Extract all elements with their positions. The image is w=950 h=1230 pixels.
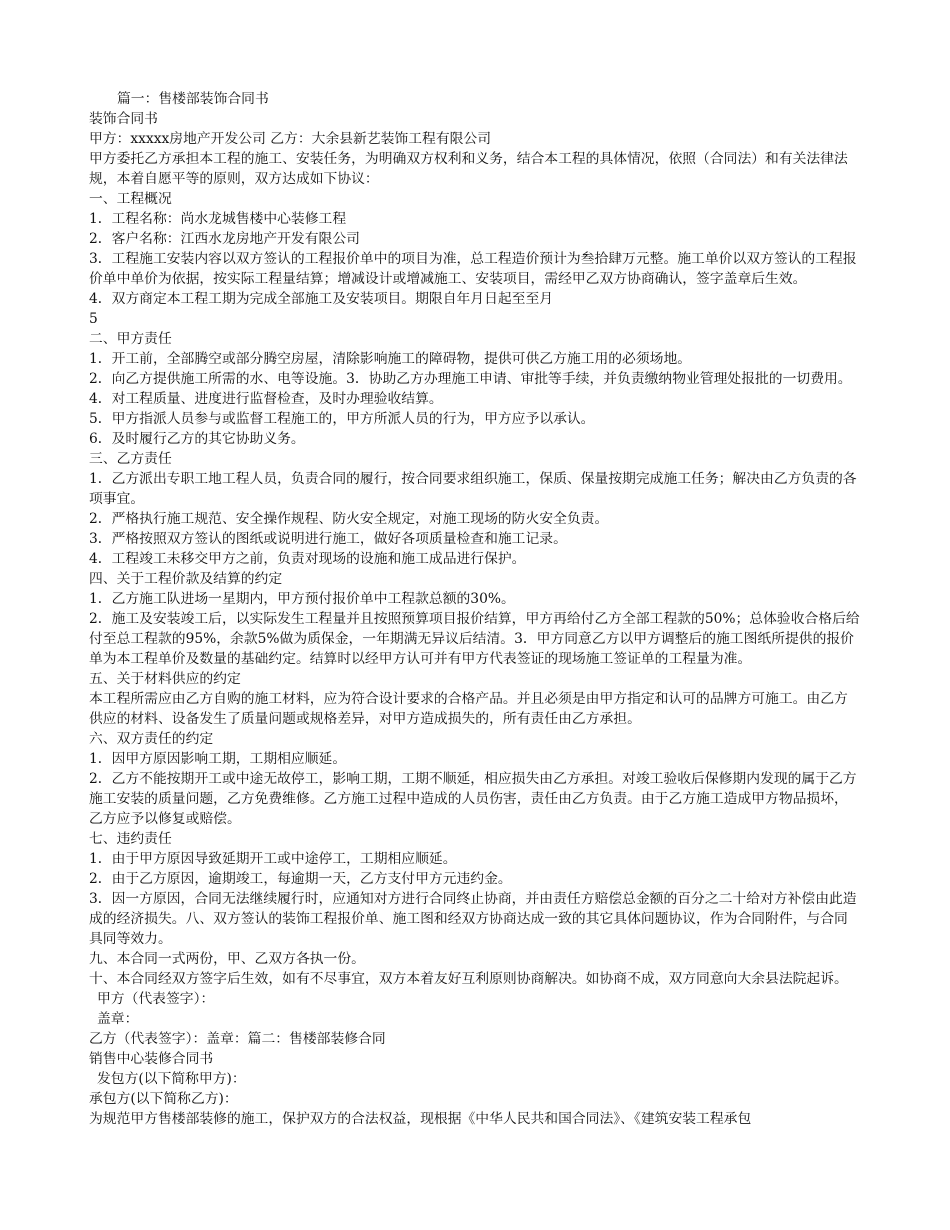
clause: 6．及时履行乙方的其它协助义务。 bbox=[89, 431, 305, 447]
contractee-line: 承包方(以下简称乙方)： bbox=[89, 1091, 238, 1107]
signature-party-b: 乙方（代表签字）：盖章：篇二：售楼部装修合同 bbox=[89, 1031, 386, 1047]
section-heading: 一、工程概况 bbox=[89, 191, 172, 207]
clause: 2．由于乙方原因，逾期竣工，每逾期一天，乙方支付甲方元违约金。 bbox=[89, 871, 512, 887]
clause: 3．严格按照双方签认的图纸或说明进行施工，做好各项质量检查和施工记录。 bbox=[89, 531, 567, 547]
section-heading: 十、本合同经双方签字后生效，如有不尽事宜，双方本着友好互利原则协商解决。如协商不成，双方同意向大余县法院起诉。 bbox=[89, 971, 848, 987]
clause: 1．因甲方原因影响工期，工期相应顺延。 bbox=[89, 751, 347, 767]
clause: 1．乙方派出专职工地工程人员，负责合同的履行，按合同要求组织施工，保质、保量按期完成施工任务；解决由乙方负责的各项事宜。 bbox=[89, 471, 857, 507]
document-title: 销售中心装修合同书 bbox=[89, 1051, 214, 1067]
clause: 2．向乙方提供施工所需的水、电等设施。3．协助乙方办理施工申请、审批等手续，并负责缴纳物业管理处报批的一切费用。 bbox=[89, 371, 852, 387]
section-heading: 四、关于工程价款及结算的约定 bbox=[89, 571, 283, 587]
section-heading: 五、关于材料供应的约定 bbox=[89, 671, 241, 687]
section-heading: 九、本合同一式两份，甲、乙双方各执一份。 bbox=[89, 951, 365, 967]
clause: 1．工程名称：尚水龙城售楼中心装修工程 bbox=[89, 211, 347, 227]
clause: 2．施工及安装竣工后，以实际发生工程量并且按照预算项目报价结算，甲方再给付乙方全部工程款的50%；总体验收合格后给付至总工程款的95%，余款5%做为质保金，一年期满无异议后结清。3．甲方同意乙方以甲方调整后的施工图纸所提供的报价单为本工程单价及数量的基础约定。结算时以经甲方认可并有甲方代表签证的现场施工签证单的工程量为准。 bbox=[89, 611, 860, 667]
clause: 1．开工前，全部腾空或部分腾空房屋，清除影响施工的障碍物，提供可供乙方施工用的必须场地。 bbox=[89, 351, 692, 367]
paragraph: 为规范甲方售楼部装修的施工，保护双方的合法权益，现根据《中华人民共和国合同法》、《建筑安装工程承包 bbox=[89, 1111, 752, 1127]
section-heading: 三、乙方责任 bbox=[89, 451, 172, 467]
paragraph: 本工程所需应由乙方自购的施工材料，应为符合设计要求的合格产品。并且必须是由甲方指定和认可的品牌方可施工。由乙方供应的材料、设备发生了质量问题或规格差异，对甲方造成损失的，所有责任由乙方承担。 bbox=[89, 691, 848, 727]
section-heading: 七、违约责任 bbox=[89, 831, 172, 847]
clause: 5 bbox=[89, 311, 98, 327]
clause: 2．客户名称：江西水龙房地产开发有限公司 bbox=[89, 231, 360, 247]
section-heading: 六、双方责任的约定 bbox=[89, 731, 214, 747]
paragraph: 甲方委托乙方承担本工程的施工、安装任务，为明确双方权利和义务，结合本工程的具体情况，依照（合同法）和有关法律法规，本着自愿平等的原则，双方达成如下协议： bbox=[89, 151, 848, 187]
clause: 4．工程竣工未移交甲方之前，负责对现场的设施和施工成品进行保护。 bbox=[89, 551, 526, 567]
section-title-part1: 篇一：售楼部装饰合同书 bbox=[117, 91, 269, 107]
document-body bbox=[89, 89, 861, 1129]
section-heading: 二、甲方责任 bbox=[89, 331, 172, 347]
clause: 1．由于甲方原因导致延期开工或中途停工，工期相应顺延。 bbox=[89, 851, 457, 867]
clause: 1．乙方施工队进场一星期内，甲方预付报价单中工程款总额的30%。 bbox=[89, 591, 515, 607]
seal-line: 盖章： bbox=[97, 1011, 139, 1027]
clause: 5．甲方指派人员参与或监督工程施工的，甲方所派人员的行为，甲方应予以承认。 bbox=[89, 411, 595, 427]
clause: 4．对工程质量、进度进行监督检查，及时办理验收结算。 bbox=[89, 391, 443, 407]
signature-party-a: 甲方（代表签字）： bbox=[97, 991, 215, 1007]
document-title: 装饰合同书 bbox=[89, 111, 158, 127]
contractor-line: 发包方(以下简称甲方)： bbox=[97, 1071, 246, 1087]
clause: 4．双方商定本工程工期为完成全部施工及安装项目。期限自年月日起至至月 bbox=[89, 291, 554, 307]
clause: 2．乙方不能按期开工或中途无故停工，影响工期，工期不顺延，相应损失由乙方承担。对竣工验收后保修期内发现的属于乙方施工安装的质量问题，乙方免费维修。乙方施工过程中造成的人员伤害，责任由乙方负责。由于乙方施工造成甲方物品损坏，乙方应予以修复或赔偿。 bbox=[89, 771, 857, 827]
clause: 3．因一方原因，合同无法继续履行时，应通知对方进行合同终止协商，并由责任方赔偿总金额的百分之二十给对方补偿由此造成的经济损失。八、双方签认的装饰工程报价单、施工图和经双方协商达成一致的其它具体问题协议，作为合同附件，与合同具同等效力。 bbox=[89, 891, 857, 947]
clause: 3．工程施工安装内容以双方签认的工程报价单中的项目为准，总工程造价预计为叁拾肆万元整。施工单价以双方签认的工程报价单中单价为依据，按实际工程量结算；增减设计或增减施工、安装项目，需经甲乙双方协商确认，签字盖章后生效。 bbox=[89, 251, 857, 287]
clause: 2．严格执行施工规范、安全操作规程、防火安全规定，对施工现场的防火安全负责。 bbox=[89, 511, 609, 527]
parties-line: 甲方：xxxxx房地产开发公司 乙方：大余县新艺装饰工程有限公司 bbox=[89, 131, 492, 147]
